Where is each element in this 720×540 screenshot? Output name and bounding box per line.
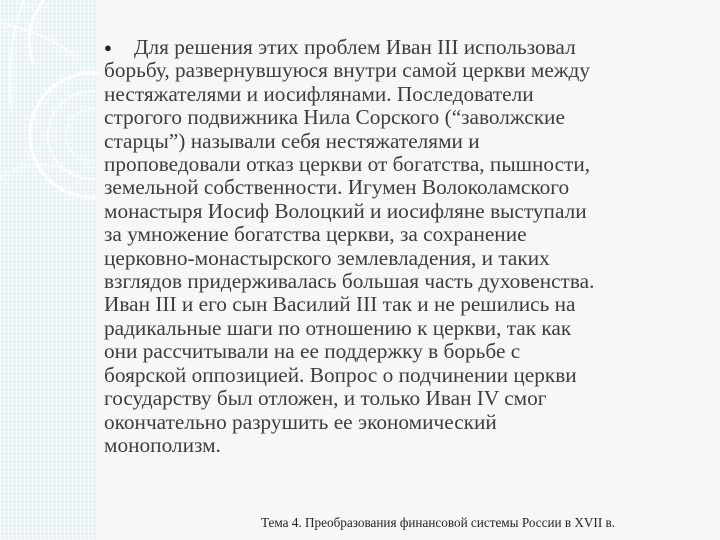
body-line-16: государству был отложен, и только Иван IV смог — [104, 386, 547, 411]
body-line-10: церковно-монастырского землевладения, и таких — [104, 245, 550, 270]
body-line-13: радикальные шаги по отношению к церкви, так как — [104, 315, 572, 340]
decorative-side-band — [0, 0, 98, 540]
body-line-14: они рассчитывали на ее поддержку в борьбе с — [104, 339, 521, 364]
body-line-18: монополизм. — [104, 432, 221, 457]
body-line-7: земельной собственности. Игумен Волоколамского — [104, 175, 570, 200]
body-line-1 — [104, 36, 704, 59]
body-line-9: за умножение богатства церкви, за сохранение — [104, 222, 527, 247]
body-line-8: монастыря Иосиф Волоцкий и иосифляне выступали — [104, 198, 587, 223]
body-line-11: взглядов придерживалась большая часть духовенства. — [104, 269, 595, 294]
body-line-12: Иван III и его сын Василий III так и не решились на — [104, 292, 576, 317]
body-line-5: старцы”) называли себя нестяжателями и — [104, 128, 480, 153]
body-line-text: Для решения этих проблем Иван III использовал — [134, 35, 576, 59]
body-line-6: проповедовали отказ церкви от богатства, пышности, — [104, 152, 591, 177]
slide-footer: Тема 4. Преобразования финансовой системы России в XVII в. — [261, 515, 616, 530]
body-line-17: окончательно разрушить ее экономический — [104, 409, 497, 434]
body-line-4: строгого подвижника Нила Сорского (“заволжские — [104, 105, 565, 130]
bullet-icon: ● — [104, 40, 112, 55]
slide-body-text — [104, 36, 704, 457]
decorative-curves — [0, 0, 98, 540]
body-line-3: нестяжателями и иосифлянами. Последователи — [104, 81, 534, 106]
body-line-2: борьбу, развернувшуюся внутри самой церкви между — [104, 58, 591, 83]
body-line-15: боярской оппозицией. Вопрос о подчинении церкви — [104, 362, 577, 387]
